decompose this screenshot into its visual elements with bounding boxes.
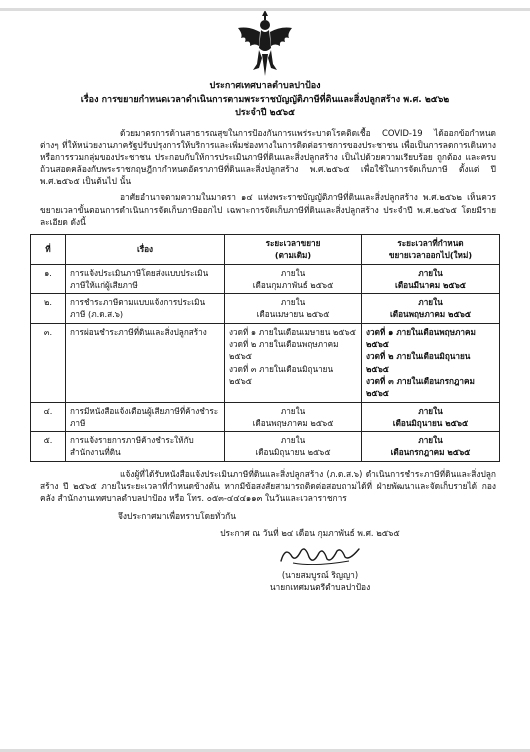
row-new-line: งวดที่ ๑ ภายในเดือนพฤษภาคม ๒๕๖๕ bbox=[366, 326, 476, 350]
row-old bbox=[225, 294, 362, 324]
row-topic: การแจ้งรายการภาษีค้างชำระให้กับสำนักงานที่ดิน bbox=[66, 432, 225, 462]
row-new-line: เดือนมีนาคม ๒๕๖๕ bbox=[395, 279, 466, 290]
date-line: ประกาศ ณ วันที่ ๒๔ เดือน กุมภาพันธ์ พ.ศ. ๒๕๖๕ bbox=[220, 527, 400, 538]
row-old-line: ภายใน bbox=[280, 435, 306, 446]
subject-title: เรื่อง การขยายกำหนดเวลาดำเนินการตามพระราชบัญญัติภาษีที่ดินและสิ่งปลูกสร้าง พ.ศ. ๒๕๖๒ bbox=[80, 94, 450, 105]
body-paragraph-2: อาศัยอำนาจตามความในมาตรา ๑๔ แห่งพระราชบัญญัติภาษีที่ดินและสิ่งปลูกสร้าง พ.ศ.๒๕๖๒ เห็นควรขยายเวลาขั้นตอนการดำเนินการจัดเก็บภาษีออกไป เฉพาะการจัดเก็บภาษีที่ดินและสิ่งปลูกสร้าง ประจำปี พ.ศ.๒๕๖๕ โดยมีรายละเอียด ดังนี้ bbox=[40, 192, 496, 227]
row-old-line: เดือนพฤษภาคม ๒๕๖๕ bbox=[252, 417, 334, 428]
row-topic: การมีหนังสือแจ้งเตือนผู้เสียภาษีที่ค้างชำระภาษี bbox=[66, 402, 225, 432]
table-row bbox=[31, 323, 500, 402]
row-old-line: ภายใน bbox=[280, 405, 306, 416]
row-new bbox=[362, 402, 500, 432]
row-old-line: ภายใน bbox=[280, 297, 306, 308]
row-new-line: ภายใน bbox=[418, 405, 443, 416]
row-new-line: งวดที่ ๒ ภายในเดือนมิถุนายน ๒๕๖๕ bbox=[366, 351, 471, 374]
row-old-line: ภายใน bbox=[280, 267, 306, 278]
row-num: ๔. bbox=[31, 402, 66, 432]
header-new-line1: ระยะเวลาที่กำหนด bbox=[397, 238, 464, 248]
header-old bbox=[225, 235, 362, 265]
row-old-line: เดือนกุมภาพันธ์ ๒๕๖๕ bbox=[252, 279, 334, 290]
table-row bbox=[31, 264, 500, 294]
row-old bbox=[225, 323, 362, 402]
row-topic: การผ่อนชำระภาษีที่ดินและสิ่งปลูกสร้าง bbox=[66, 323, 225, 402]
row-new bbox=[362, 323, 500, 402]
row-new bbox=[362, 264, 500, 294]
row-old bbox=[225, 264, 362, 294]
row-topic: การแจ้งประเมินภาษีโดยส่งแบบประเมินภาษีให้แก่ผู้เสียภาษี bbox=[66, 264, 225, 294]
org-title: ประกาศเทศบาลตำบลปาป้อง bbox=[209, 81, 321, 91]
row-new-line: ภายใน bbox=[418, 297, 443, 308]
header-num: ที่ bbox=[31, 235, 66, 265]
row-new-line: งวดที่ ๓ ภายในเดือนกรกฎาคม ๒๕๖๕ bbox=[366, 375, 475, 399]
row-old-line: เดือนมิถุนายน ๒๕๖๕ bbox=[255, 447, 331, 458]
announcement-page bbox=[0, 8, 530, 752]
row-topic: การชำระภาษีตามแบบแจ้งการประเมินภาษี (ภ.ด.ส.๖) bbox=[66, 294, 225, 324]
row-old-line: เดือนเมษายน ๒๕๖๕ bbox=[256, 309, 330, 320]
header-old-line2: (ตามเดิม) bbox=[274, 250, 312, 261]
row-num: ๕. bbox=[31, 432, 66, 462]
table-row bbox=[31, 402, 500, 432]
table-header-row bbox=[31, 235, 500, 265]
row-new-line: เดือนกรกฎาคม ๒๕๖๕ bbox=[390, 447, 471, 458]
header-old-line1: ระยะเวลาขยาย bbox=[265, 238, 321, 248]
row-new-line: ภายใน bbox=[418, 267, 443, 278]
row-old-line: งวดที่ ๒ ภายในเดือนพฤษภาคม ๒๕๖๕ bbox=[229, 339, 339, 362]
row-new bbox=[362, 294, 500, 324]
row-new-line: ภายใน bbox=[418, 435, 443, 446]
closing-paragraph: แจ้งผู้ที่ได้รับหนังสือแจ้งประเมินภาษีที่ดินและสิ่งปลูกสร้าง (ภ.ด.ส.๖) ดำเนินการชำระภาษีที่ดินและสิ่งปลูกสร้าง ปี ๒๕๖๕ ภายในระยะเวลาที่กำหนดข้างต้น หากมีข้อสงสัยสามารถติดต่อสอบถามได้ที่ ฝ่ายพัฒนาและจัดเก็บรายได้ กองคลัง สำนักงานเทศบาลตำบลปาป้อง หรือ โทร. ๐๕๓-๔๔๔๑๑๓ ในวันและเวลาราชการ bbox=[40, 468, 496, 504]
year-line: ประจำปี ๒๕๖๕ bbox=[235, 108, 295, 118]
signer-name: (นายสมบูรณ์ ริญญา) bbox=[281, 569, 359, 580]
top-border bbox=[0, 8, 530, 11]
heading-block bbox=[30, 80, 500, 121]
signer-title: นายกเทศมนตรีตำบลปาป้อง bbox=[269, 581, 371, 592]
header-topic: เรื่อง bbox=[66, 235, 225, 265]
row-num: ๑. bbox=[31, 264, 66, 294]
table-row bbox=[31, 294, 500, 324]
garuda-emblem-icon bbox=[235, 8, 295, 78]
row-new-line: เดือนมิถุนายน ๒๕๖๕ bbox=[392, 417, 469, 428]
row-old bbox=[225, 402, 362, 432]
signature-icon bbox=[275, 541, 365, 569]
notify-line: จึงประกาศมาเพื่อทราบโดยทั่วกัน bbox=[118, 511, 236, 522]
row-new bbox=[362, 432, 500, 462]
header-new-line2: ขยายเวลาออกไป(ใหม่) bbox=[388, 250, 473, 261]
body-paragraph-1: ด้วยมาตรการด้านสาธารณสุขในการป้องกันการแพร่ระบาดโรคติดเชื้อ COVID-19 ได้ออกข้อกำหนดต่างๆ ที่ให้หน่วยงานภาครัฐปรับปรุงการให้บริการและเพิ่มช่องทางในการติดต่อราชการของประชาชน เพื่อเป็นการลดการเดินทางหรือการรวมกลุ่มของประชาชน ประกอบกับให้การประเมินภาษีที่ดินและสิ่งปลูกสร้าง เป็นไปด้วยความเรียบร้อย ถูกต้อง และครบถ้วนสอดคล้องกับพระราชกฤษฎีกากำหนดอัตราภาษีที่ดินและสิ่งปลูกสร้าง พ.ศ.๒๕๖๕ เพื่อใช้ในการจัดเก็บภาษี ตั้งแต่ ปี พ.ศ.๒๕๖๕ เป็นต้นไป นั้น bbox=[40, 127, 496, 187]
signature-block bbox=[30, 541, 500, 593]
row-num: ๒. bbox=[31, 294, 66, 324]
row-old-line: งวดที่ ๑ ภายในเดือนเมษายน ๒๕๖๕ bbox=[229, 326, 356, 337]
row-old bbox=[225, 432, 362, 462]
row-old-line: งวดที่ ๓ ภายในเดือนมิถุนายน ๒๕๖๕ bbox=[229, 363, 334, 386]
table-row bbox=[31, 432, 500, 462]
schedule-table bbox=[30, 234, 500, 462]
row-new-line: เดือนพฤษภาคม ๒๕๖๕ bbox=[389, 309, 472, 320]
header-new bbox=[362, 235, 500, 265]
row-num: ๓. bbox=[31, 323, 66, 402]
